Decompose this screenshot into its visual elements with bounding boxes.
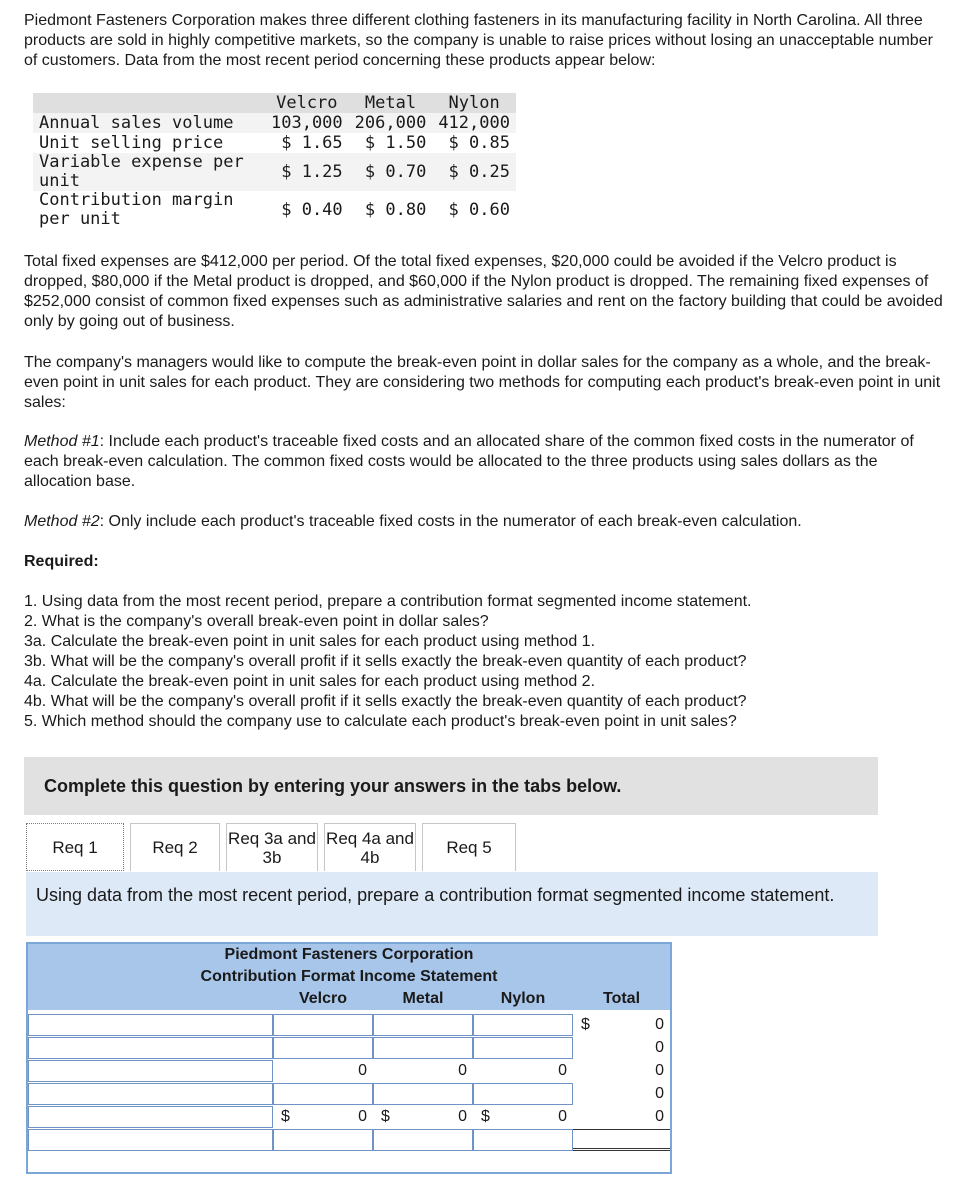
instructions-banner: Complete this question by entering your answers in the tabs below. <box>24 757 878 815</box>
row-label: Contribution margin per unit <box>39 190 234 229</box>
col-header-nylon: Nylon <box>432 93 516 113</box>
row-label: Annual sales volume <box>33 113 265 133</box>
col-header-total: Total <box>602 990 641 1007</box>
tab-req-3a-3b[interactable]: Req 3a and 3b <box>226 823 318 871</box>
metal-amount-input[interactable] <box>373 1083 473 1105</box>
line-item-input[interactable] <box>28 1129 273 1151</box>
requirement-item: 3b. What will be the company's overall profit if it sells exactly the break-even quantity of each product? <box>24 653 747 670</box>
col-header-nylon: Nylon <box>500 990 546 1007</box>
row-label: Unit selling price <box>39 132 224 153</box>
metal-value: $ 0 <box>373 1106 473 1128</box>
cell-value: $ 0.40 <box>281 200 343 220</box>
method-1-paragraph <box>24 432 949 492</box>
fixed-expenses-paragraph: Total fixed expenses are $412,000 per period. Of the total fixed expenses, $20,000 could be avoided if the Velcro product is dropped, $80,000 if the Metal product is dropped, and $60,000 if the Nylon product is dropped. The remaining fixed expenses of $252,000 consist of common fixed expenses such as administrative salaries and rent on the factory building that could be avoided only by going out of business. <box>24 253 943 330</box>
nylon-amount-input[interactable] <box>473 1129 573 1151</box>
total-value: $ 0 <box>573 1014 670 1036</box>
currency-symbol: $ <box>481 1108 490 1125</box>
nylon-value: $ 0 <box>473 1106 573 1128</box>
requirement-tabs <box>26 823 522 873</box>
total-value: 0 <box>655 1085 664 1102</box>
col-header-velcro: Velcro <box>265 93 349 113</box>
tab-req-5[interactable]: Req 5 <box>422 823 516 871</box>
cell-value: $ 0.80 <box>364 200 427 220</box>
metal-value: 0 <box>458 1062 467 1079</box>
line-item-input[interactable] <box>28 1106 273 1128</box>
cell-value: 412,000 <box>432 113 516 133</box>
velcro-value: $ 0 <box>273 1106 373 1128</box>
cell-value: 103,000 <box>265 113 349 133</box>
statement-company: Piedmont Fasteners Corporation <box>28 944 670 966</box>
requirement-item: 3a. Calculate the break-even point in unit sales for each product using method 1. <box>24 633 596 650</box>
income-statement <box>26 942 672 1174</box>
velcro-value: 0 <box>358 1062 367 1079</box>
method-1-text: : Include each product's traceable fixed costs and an allocated share of the common fixed costs in the numerator of each break-even calculation. The common fixed costs would be allocated to the three products using sales dollars as the allocation base. <box>24 433 914 490</box>
requirement-item: 1. Using data from the most recent period, prepare a contribution format segmented income statement. <box>24 593 752 610</box>
metal-amount-input[interactable] <box>373 1037 473 1059</box>
requirement-item: 4b. What will be the company's overall profit if it sells exactly the break-even quantity of each product? <box>24 693 747 710</box>
cell-value: $ 0.25 <box>432 153 516 191</box>
total-value: 0 <box>655 1108 664 1125</box>
requirements-list <box>24 592 949 732</box>
method-2-label: Method #2 <box>24 513 100 530</box>
total-value: 0 <box>655 1062 664 1079</box>
cell-value: 206,000 <box>349 113 433 133</box>
line-item-input[interactable] <box>28 1083 273 1105</box>
metal-amount-input[interactable] <box>373 1014 473 1036</box>
col-header-metal: Metal <box>402 990 444 1007</box>
metal-amount-input[interactable] <box>373 1129 473 1151</box>
cell-value: $ 1.25 <box>265 153 349 191</box>
requirement-item: 2. What is the company's overall break-even point in dollar sales? <box>24 613 489 630</box>
cell-value: $ 1.65 <box>281 133 343 153</box>
line-item-input[interactable] <box>28 1060 273 1082</box>
col-header-metal: Metal <box>349 93 433 113</box>
velcro-amount-input[interactable] <box>273 1129 373 1151</box>
cell-value: $ 0.70 <box>349 153 433 191</box>
managers-paragraph: The company's managers would like to compute the break-even point in dollar sales for the company as a whole, and the break-even point in unit sales for each product. They are considering two methods for computing each product's break-even point in unit sales: <box>24 354 941 411</box>
tab-instruction: Using data from the most recent period, prepare a contribution format segmented income statement. <box>26 872 878 936</box>
requirement-item: 4a. Calculate the break-even point in unit sales for each product using method 2. <box>24 673 596 690</box>
col-header-velcro: Velcro <box>298 990 348 1007</box>
product-data-table <box>33 93 516 229</box>
velcro-amount-input[interactable] <box>273 1037 373 1059</box>
intro-paragraph: Piedmont Fasteners Corporation makes three different clothing fasteners in its manufacturing facility in North Carolina. All three products are sold in highly competitive markets, so the company is unable to raise prices without losing an unacceptable number of customers. Data from the most recent period concerning these products appear below: <box>24 12 933 69</box>
line-item-input[interactable] <box>28 1014 273 1036</box>
tab-req-4a-4b[interactable]: Req 4a and 4b <box>324 823 416 871</box>
tab-req-2[interactable]: Req 2 <box>130 823 220 871</box>
statement-title: Contribution Format Income Statement <box>28 966 670 988</box>
total-underline <box>573 1129 670 1151</box>
cell-value: $ 1.50 <box>364 133 427 153</box>
nylon-amount-input[interactable] <box>473 1037 573 1059</box>
nylon-value: 0 <box>558 1062 567 1079</box>
nylon-amount-input[interactable] <box>473 1014 573 1036</box>
method-2-text: : Only include each product's traceable fixed costs in the numerator of each break-even calculation. <box>99 513 802 530</box>
velcro-amount-input[interactable] <box>273 1083 373 1105</box>
method-2-paragraph <box>24 512 949 532</box>
currency-symbol: $ <box>281 1108 290 1125</box>
cell-value: $ 0.60 <box>448 200 510 220</box>
total-value: 0 <box>655 1039 664 1056</box>
line-item-input[interactable] <box>28 1037 273 1059</box>
tab-req-1[interactable]: Req 1 <box>26 823 124 871</box>
row-label: Variable expense per unit <box>33 153 265 191</box>
currency-symbol: $ <box>381 1108 390 1125</box>
requirement-item: 5. Which method should the company use to calculate each product's break-even point in unit sales? <box>24 713 737 730</box>
cell-value: $ 0.85 <box>448 133 510 153</box>
velcro-amount-input[interactable] <box>273 1014 373 1036</box>
method-1-label: Method #1 <box>24 433 100 450</box>
required-heading: Required: <box>24 553 99 570</box>
nylon-amount-input[interactable] <box>473 1083 573 1105</box>
currency-symbol: $ <box>581 1016 590 1033</box>
